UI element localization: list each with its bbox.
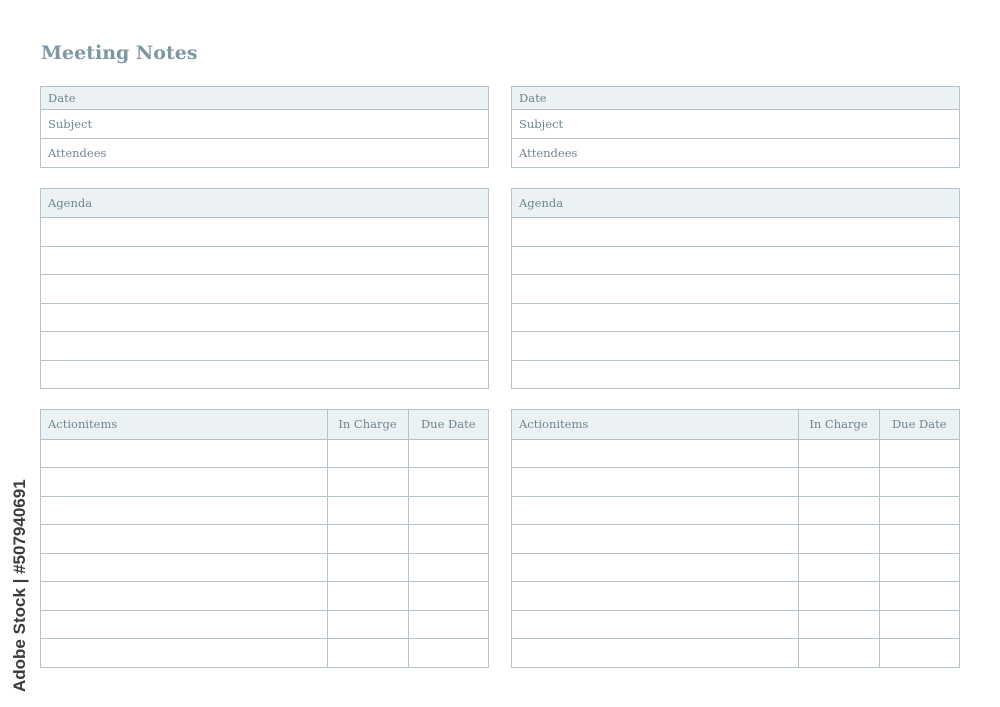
date-field[interactable]	[41, 87, 488, 110]
in-charge-cell[interactable]	[327, 496, 408, 525]
due-date-cell[interactable]	[408, 468, 488, 497]
in-charge-cell[interactable]	[798, 553, 879, 582]
page-title: Meeting Notes	[41, 42, 198, 64]
due-date-cell[interactable]	[408, 439, 488, 468]
attendees-label: Attendees	[519, 145, 578, 160]
in-charge-cell[interactable]	[798, 610, 879, 639]
agenda-line[interactable]	[512, 304, 959, 333]
table-row	[512, 610, 959, 639]
action-items-header: Actionitems	[41, 410, 327, 439]
in-charge-cell[interactable]	[327, 525, 408, 554]
subject-label: Subject	[48, 116, 93, 131]
table-row	[512, 496, 959, 525]
action-cell[interactable]	[41, 610, 327, 639]
stock-id-watermark: Adobe Stock | #507940691	[10, 479, 29, 692]
table-row	[512, 639, 959, 668]
date-label: Date	[519, 91, 547, 105]
table-row	[512, 439, 959, 468]
subject-field[interactable]	[512, 110, 959, 139]
action-items-table	[41, 410, 488, 667]
due-date-cell[interactable]	[879, 553, 959, 582]
action-cell[interactable]	[41, 496, 327, 525]
table-row	[41, 525, 488, 554]
agenda-line[interactable]	[41, 218, 488, 247]
in-charge-cell[interactable]	[798, 582, 879, 611]
action-cell[interactable]	[41, 468, 327, 497]
in-charge-cell[interactable]	[798, 468, 879, 497]
action-cell[interactable]	[512, 582, 798, 611]
subject-field[interactable]	[41, 110, 488, 139]
in-charge-cell[interactable]	[798, 525, 879, 554]
in-charge-cell[interactable]	[327, 582, 408, 611]
agenda-line[interactable]	[41, 361, 488, 390]
action-items-table	[512, 410, 959, 667]
action-cell[interactable]	[41, 439, 327, 468]
agenda-label: Agenda	[48, 196, 93, 210]
action-cell[interactable]	[41, 525, 327, 554]
agenda-line[interactable]	[41, 247, 488, 276]
due-date-header: Due Date	[879, 410, 959, 439]
due-date-cell[interactable]	[408, 639, 488, 668]
agenda-line[interactable]	[41, 332, 488, 361]
table-row	[512, 525, 959, 554]
table-row	[41, 439, 488, 468]
attendees-field[interactable]	[41, 139, 488, 168]
agenda-box-right	[511, 188, 960, 389]
agenda-line[interactable]	[41, 275, 488, 304]
action-items-box-left	[40, 409, 489, 668]
action-items-header: Actionitems	[512, 410, 798, 439]
meeting-info-box-right	[511, 86, 960, 168]
table-row	[41, 639, 488, 668]
agenda-line[interactable]	[41, 304, 488, 333]
action-cell[interactable]	[512, 525, 798, 554]
table-row	[512, 582, 959, 611]
due-date-cell[interactable]	[408, 496, 488, 525]
date-label: Date	[48, 91, 76, 105]
in-charge-header: In Charge	[798, 410, 879, 439]
in-charge-cell[interactable]	[798, 496, 879, 525]
in-charge-cell[interactable]	[327, 439, 408, 468]
agenda-line[interactable]	[512, 247, 959, 276]
in-charge-cell[interactable]	[798, 639, 879, 668]
due-date-cell[interactable]	[879, 496, 959, 525]
action-cell[interactable]	[512, 468, 798, 497]
table-row	[41, 468, 488, 497]
due-date-cell[interactable]	[879, 582, 959, 611]
table-row	[512, 468, 959, 497]
agenda-line[interactable]	[512, 361, 959, 390]
attendees-label: Attendees	[48, 145, 107, 160]
agenda-line[interactable]	[512, 218, 959, 247]
agenda-line[interactable]	[512, 275, 959, 304]
in-charge-header: In Charge	[327, 410, 408, 439]
attendees-field[interactable]	[512, 139, 959, 168]
agenda-line[interactable]	[512, 332, 959, 361]
due-date-cell[interactable]	[408, 582, 488, 611]
action-cell[interactable]	[512, 496, 798, 525]
action-cell[interactable]	[512, 553, 798, 582]
table-row	[41, 496, 488, 525]
due-date-cell[interactable]	[408, 525, 488, 554]
due-date-cell[interactable]	[879, 525, 959, 554]
agenda-header	[512, 189, 959, 218]
due-date-cell[interactable]	[408, 553, 488, 582]
action-cell[interactable]	[41, 639, 327, 668]
in-charge-cell[interactable]	[327, 553, 408, 582]
in-charge-cell[interactable]	[327, 610, 408, 639]
table-row	[41, 553, 488, 582]
action-cell[interactable]	[41, 582, 327, 611]
action-cell[interactable]	[512, 439, 798, 468]
action-items-box-right	[511, 409, 960, 668]
meeting-info-box-left	[40, 86, 489, 168]
table-row	[41, 610, 488, 639]
action-cell[interactable]	[512, 639, 798, 668]
due-date-cell[interactable]	[879, 610, 959, 639]
table-row	[41, 582, 488, 611]
agenda-header	[41, 189, 488, 218]
in-charge-cell[interactable]	[327, 468, 408, 497]
due-date-cell[interactable]	[879, 468, 959, 497]
action-cell[interactable]	[512, 610, 798, 639]
due-date-cell[interactable]	[879, 439, 959, 468]
in-charge-cell[interactable]	[327, 639, 408, 668]
table-row	[512, 553, 959, 582]
date-field[interactable]	[512, 87, 959, 110]
agenda-label: Agenda	[519, 196, 564, 210]
in-charge-cell[interactable]	[798, 439, 879, 468]
action-cell[interactable]	[41, 553, 327, 582]
due-date-cell[interactable]	[408, 610, 488, 639]
agenda-box-left	[40, 188, 489, 389]
due-date-cell[interactable]	[879, 639, 959, 668]
due-date-header: Due Date	[408, 410, 488, 439]
subject-label: Subject	[519, 116, 564, 131]
